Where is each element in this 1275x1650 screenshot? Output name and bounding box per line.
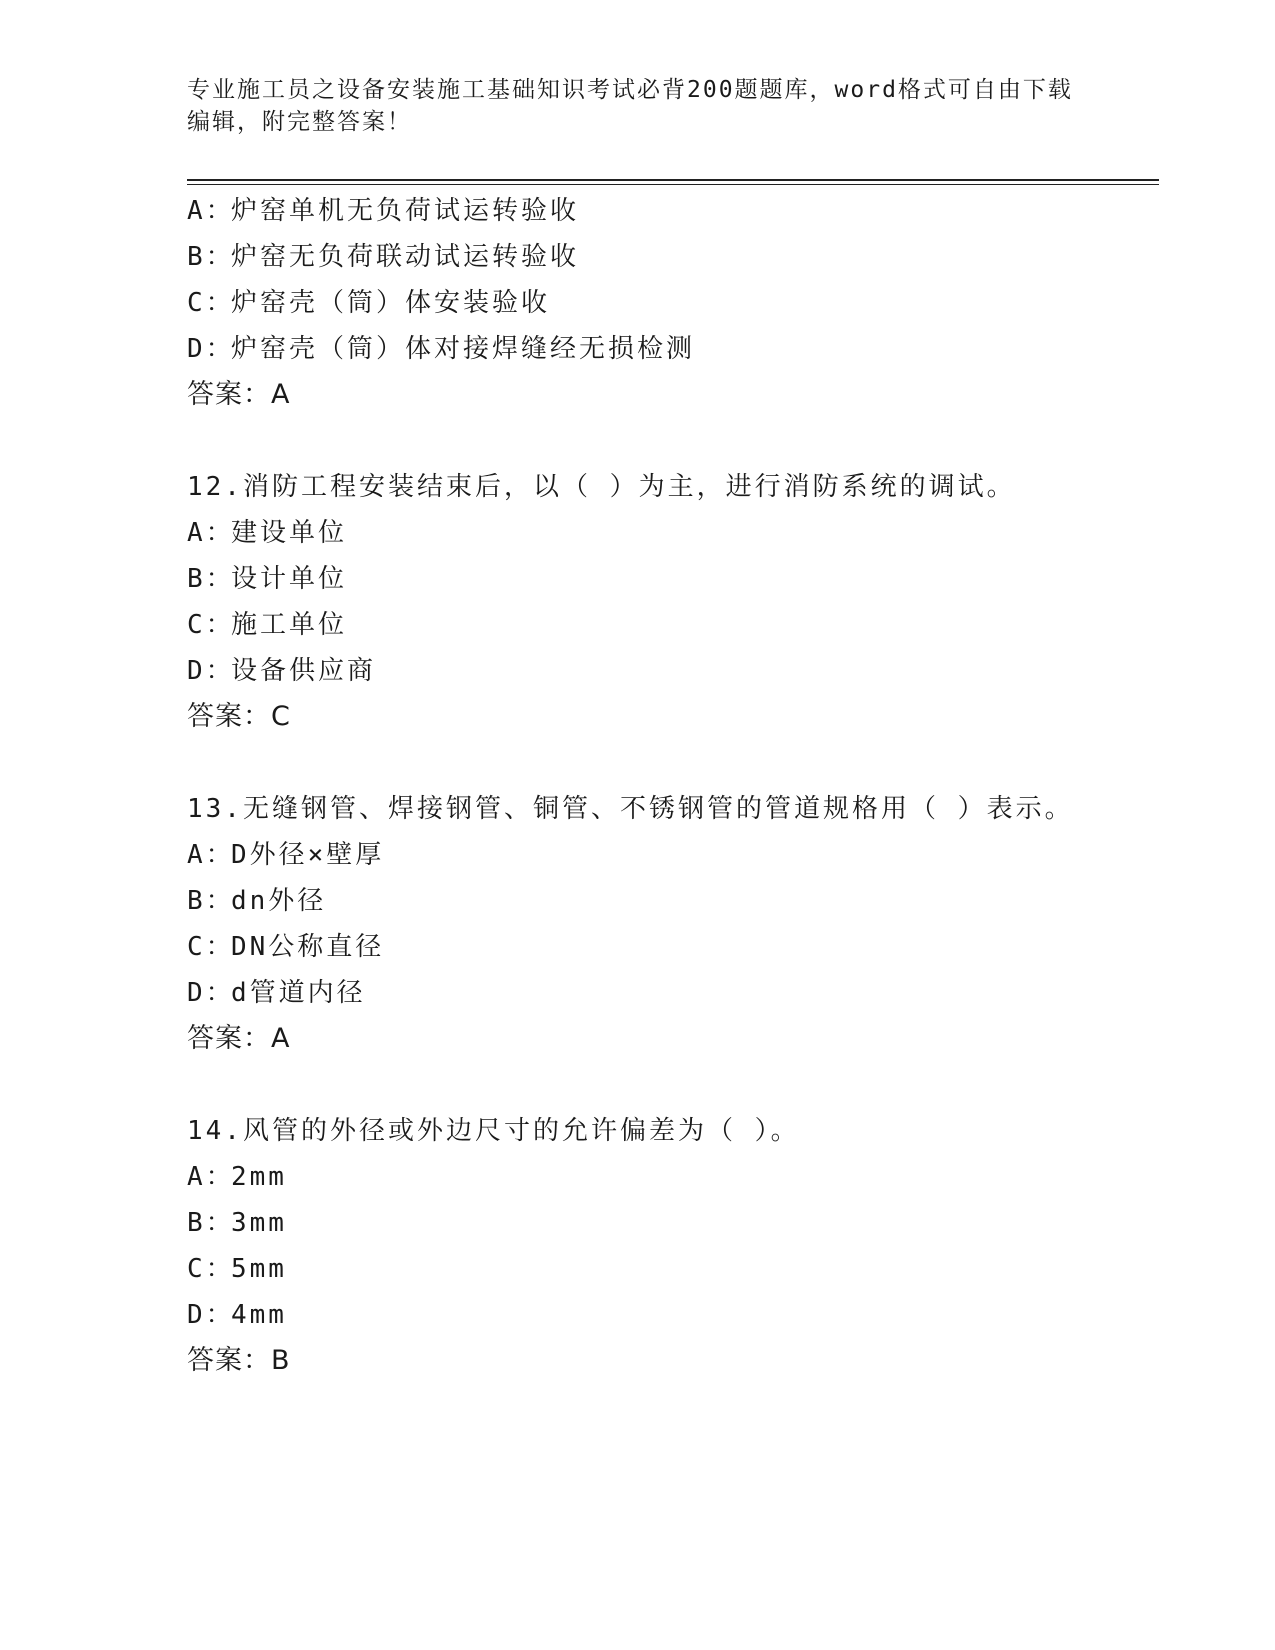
option-a (187, 1154, 1159, 1200)
option-a (187, 510, 1159, 556)
option-text: 4mm (231, 1300, 287, 1330)
option-text: 建设单位 (231, 518, 348, 548)
option-c (187, 1246, 1159, 1292)
option-label: D： (187, 978, 235, 1008)
header-title-line1: 专业施工员之设备安装施工基础知识考试必背200题题库，word格式可自由下载 (187, 77, 1073, 103)
option-label: C： (187, 288, 235, 318)
spacer (187, 1062, 1159, 1108)
question-stem: 14.风管的外径或外边尺寸的允许偏差为（ ）。 (187, 1116, 800, 1146)
option-b (187, 1200, 1159, 1246)
option-text: dn外径 (231, 886, 327, 916)
option-label: B： (187, 1208, 235, 1238)
option-label: D： (187, 334, 235, 364)
question-list (187, 188, 1159, 1384)
question-13 (187, 786, 1159, 1062)
question-12 (187, 464, 1159, 740)
option-label: D： (187, 1300, 235, 1330)
option-d (187, 648, 1159, 694)
option-label: C： (187, 1254, 235, 1284)
option-a (187, 832, 1159, 878)
question-14 (187, 1108, 1159, 1384)
option-label: A： (187, 840, 235, 870)
option-d (187, 326, 1159, 372)
option-text: 施工单位 (231, 610, 348, 640)
option-b (187, 234, 1159, 280)
option-text: 3mm (231, 1208, 287, 1238)
option-d (187, 1292, 1159, 1338)
document-header (187, 74, 1087, 138)
option-c (187, 602, 1159, 648)
option-label: A： (187, 196, 235, 226)
option-text: 设计单位 (231, 564, 348, 594)
option-label: A： (187, 518, 235, 548)
option-text: 炉窑壳（筒）体安装验收 (231, 288, 551, 318)
option-text: 炉窑单机无负荷试运转验收 (231, 196, 580, 226)
option-b (187, 878, 1159, 924)
option-label: B： (187, 886, 235, 916)
option-label: B： (187, 564, 235, 594)
header-divider-thin (187, 184, 1159, 185)
option-text: D外径×壁厚 (231, 840, 385, 870)
option-label: C： (187, 932, 235, 962)
option-text: 设备供应商 (231, 656, 377, 686)
option-c (187, 280, 1159, 326)
header-divider-thick (187, 179, 1159, 181)
option-text: 2mm (231, 1162, 287, 1192)
option-a (187, 188, 1159, 234)
option-text: 炉窑无负荷联动试运转验收 (231, 242, 580, 272)
spacer (187, 418, 1159, 464)
answer-line: 答案：A (187, 1023, 291, 1054)
answer-line: 答案：B (187, 1345, 291, 1376)
option-label: B： (187, 242, 235, 272)
answer-line: 答案：A (187, 379, 291, 410)
option-d (187, 970, 1159, 1016)
spacer (187, 740, 1159, 786)
option-label: D： (187, 656, 235, 686)
question-11 (187, 188, 1159, 418)
option-text: DN公称直径 (231, 932, 385, 962)
answer-line: 答案：C (187, 701, 291, 732)
option-b (187, 556, 1159, 602)
option-label: C： (187, 610, 235, 640)
option-label: A： (187, 1162, 235, 1192)
option-c (187, 924, 1159, 970)
question-stem: 13.无缝钢管、焊接钢管、铜管、不锈钢管的管道规格用（ ）表示。 (187, 794, 1074, 824)
option-text: 5mm (231, 1254, 287, 1284)
header-title-line2: 编辑，附完整答案！ (187, 109, 412, 135)
option-text: d管道内径 (231, 978, 366, 1008)
question-stem: 12.消防工程安装结束后，以（ ）为主，进行消防系统的调试。 (187, 472, 1016, 502)
option-text: 炉窑壳（筒）体对接焊缝经无损检测 (231, 334, 696, 364)
